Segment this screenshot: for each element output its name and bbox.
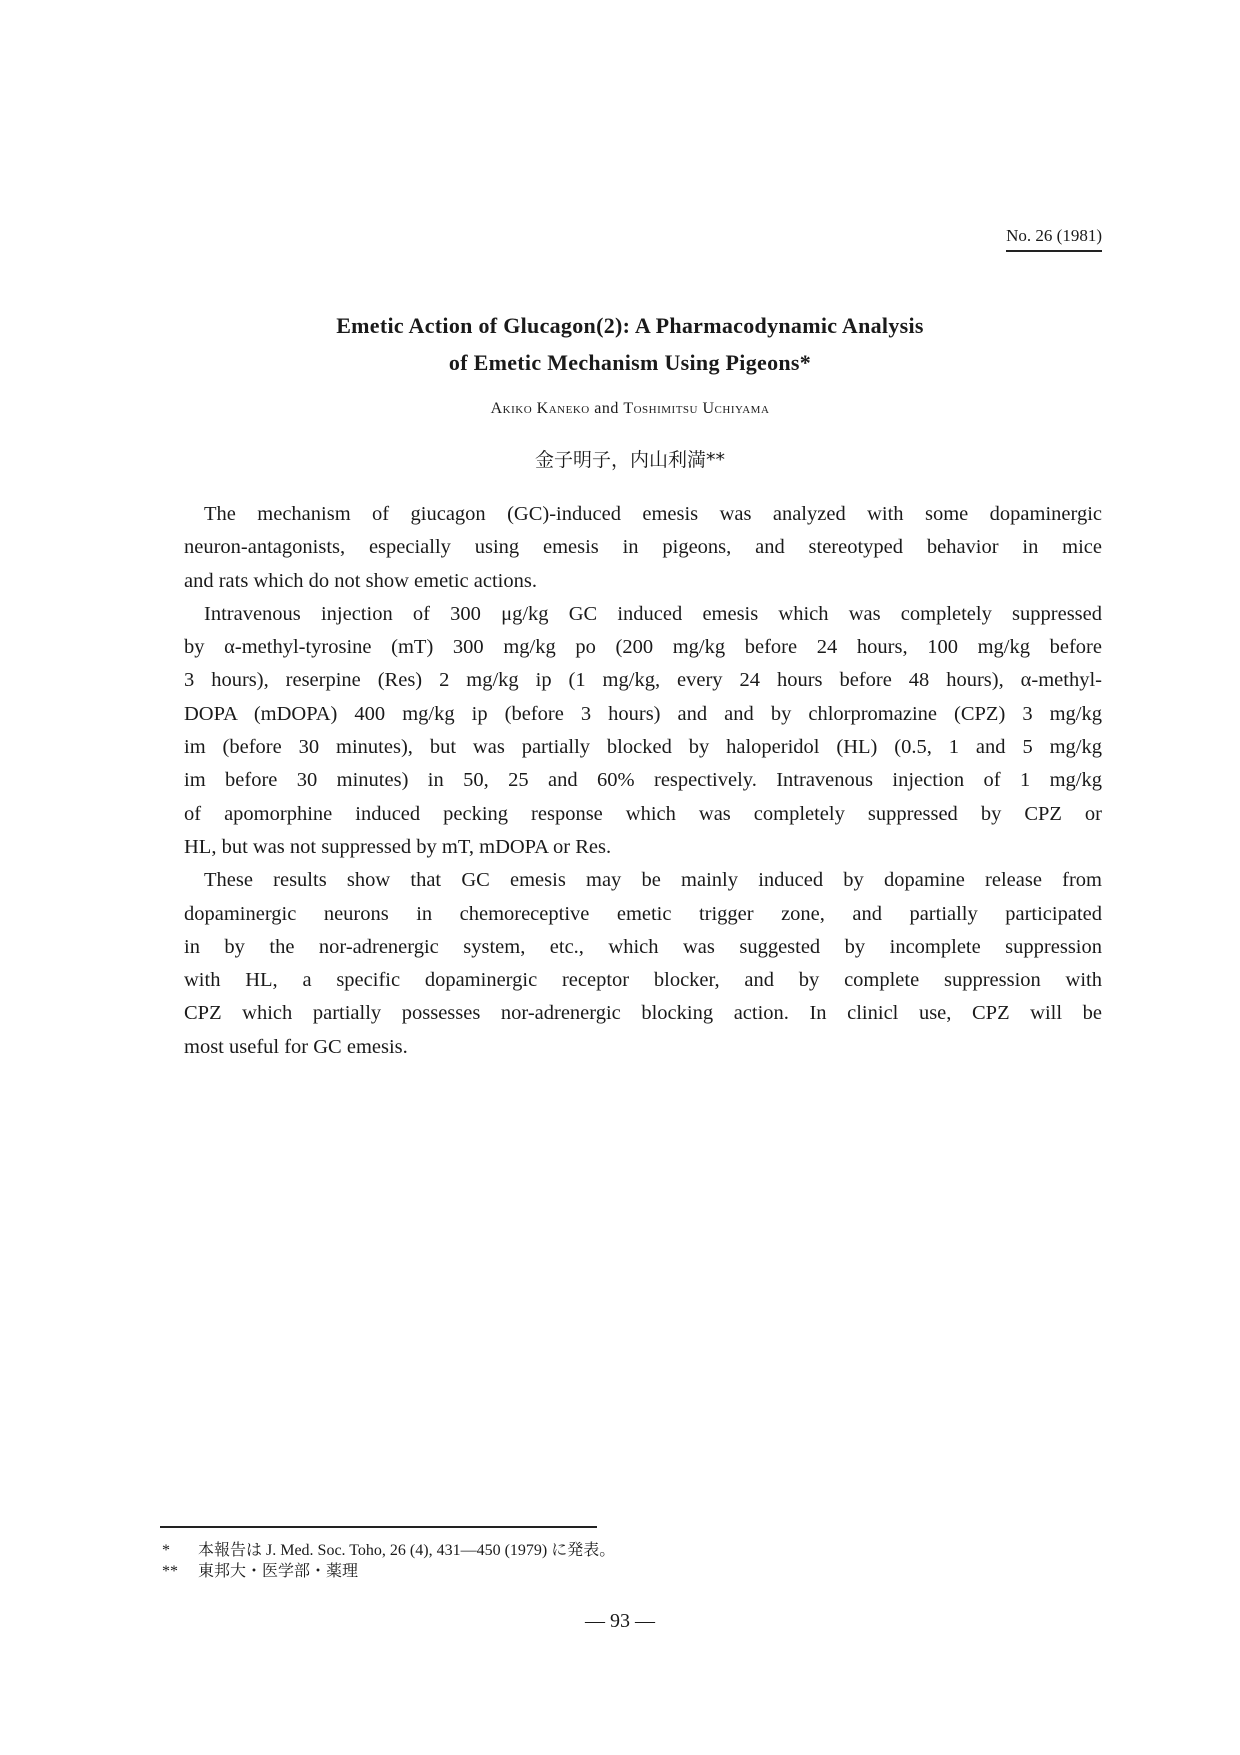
footnote-rule bbox=[160, 1526, 597, 1528]
footnote-2 bbox=[162, 1558, 358, 1581]
author-conjunction: and bbox=[594, 400, 619, 417]
abstract-line: These results show that GC emesis may be mainly induced by dopamine release from bbox=[204, 869, 1102, 892]
footnote-text: 東邦大・医学部・薬理 bbox=[198, 1563, 359, 1580]
issue-number: No. 26 (1981) bbox=[1006, 226, 1102, 252]
abstract-line: of apomorphine induced pecking response which was completely suppressed by CPZ or bbox=[184, 802, 1102, 825]
abstract-line: DOPA (mDOPA) 400 mg/kg ip (before 3 hours) and and by chlorpromazine (CPZ) 3 mg/kg bbox=[184, 702, 1102, 725]
abstract-line: The mechanism of giucagon (GC)-induced emesis was analyzed with some dopaminergic bbox=[204, 503, 1102, 525]
authors-japanese: 金子明子，内山利満** bbox=[534, 449, 725, 471]
abstract-line: with HL, a specific dopaminergic receptor blocker, and by complete suppression with bbox=[184, 969, 1102, 992]
abstract-line: in by the nor-adrenergic system, etc., which was suggested by incomplete suppression bbox=[184, 935, 1102, 958]
abstract-line: and rats which do not show emetic actions. bbox=[184, 569, 537, 592]
abstract-line: neuron-antagonists, especially using emesis in pigeons, and stereotyped behavior in mice bbox=[184, 536, 1102, 559]
abstract bbox=[184, 498, 1102, 1064]
abstract-line: CPZ which partially possesses nor-adrenergic blocking action. In clinicl use, CPZ will be bbox=[184, 1002, 1102, 1025]
abstract-line: dopaminergic neurons in chemoreceptive emetic trigger zone, and partially participated bbox=[184, 902, 1102, 925]
footnote-mark: ** bbox=[162, 1563, 178, 1580]
abstract-line: 3 hours), reserpine (Res) 2 mg/kg ip (1 mg/kg, every 24 hours before 48 hours), α-methyl- bbox=[184, 669, 1102, 692]
authors bbox=[0, 400, 1240, 418]
abstract-line: most useful for GC emesis. bbox=[184, 1035, 408, 1058]
abstract-line: im before 30 minutes) in 50, 25 and 60% respectively. Intravenous injection of 1 mg/kg bbox=[184, 769, 1102, 792]
page-number: — 93 — bbox=[585, 1610, 655, 1632]
title-line-2: of Emetic Mechanism Using Pigeons* bbox=[448, 350, 812, 375]
abstract-line: HL, but was not suppressed by mT, mDOPA or Res. bbox=[184, 835, 612, 858]
footnote-1 bbox=[162, 1537, 615, 1560]
title-line-1: Emetic Action of Glucagon(2): A Pharmacodynamic Analysis bbox=[336, 313, 924, 338]
author-1: Akiko Kaneko bbox=[490, 400, 590, 417]
abstract-line: Intravenous injection of 300 μg/kg GC induced emesis which was completely suppressed bbox=[204, 602, 1102, 625]
author-2: Toshimitsu Uchiyama bbox=[623, 400, 770, 417]
abstract-line: by α-methyl-tyrosine (mT) 300 mg/kg po (200 mg/kg before 24 hours, 100 mg/kg before bbox=[184, 636, 1102, 659]
footnote-text: 本報告は J. Med. Soc. Toho, 26 (4), 431—450 (1979) に発表。 bbox=[198, 1542, 616, 1559]
footnote-mark: * bbox=[162, 1542, 170, 1559]
abstract-line: im (before 30 minutes), but was partially blocked by haloperidol (HL) (0.5, 1 and 5 mg/kg bbox=[184, 736, 1102, 759]
